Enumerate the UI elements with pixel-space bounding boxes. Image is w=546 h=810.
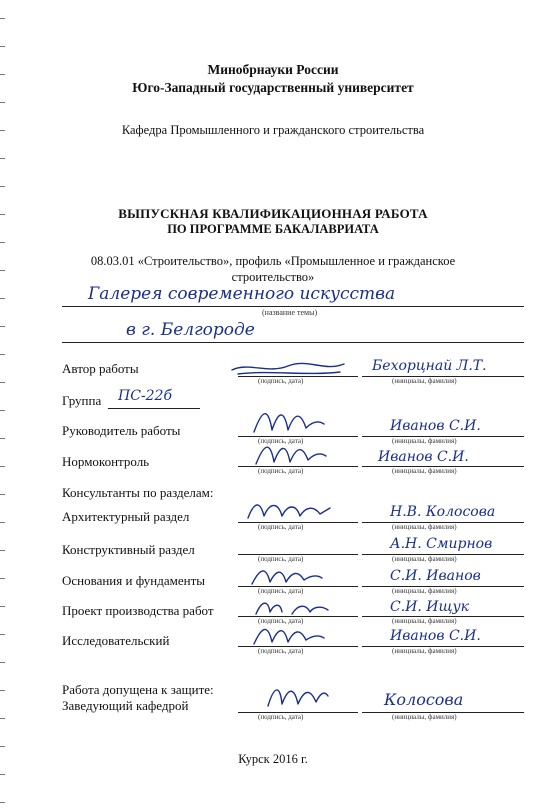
author-name-caption: (инициалы, фамилия)	[392, 377, 457, 385]
foundations-signature	[246, 562, 326, 588]
supervisor-signature	[248, 402, 328, 438]
author-label: Автор работы	[62, 361, 139, 376]
normcontrol-name: Иванов С.И.	[378, 449, 469, 465]
construction-signature-caption: (подпись, дата)	[258, 617, 304, 625]
document-title: ВЫПУСКНАЯ КВАЛИФИКАЦИОННАЯ РАБОТА	[118, 206, 428, 221]
foundations-signature-caption: (подпись, дата)	[258, 587, 304, 595]
author-name: Бехорцнай Л.Т.	[372, 358, 487, 374]
construction-label: Проект производства работ	[62, 603, 214, 618]
normcontrol-signature	[250, 436, 330, 470]
foundations-consultant-name: С.И. Иванов	[390, 568, 481, 584]
structural-name-caption: (инициалы, фамилия)	[392, 555, 457, 563]
university-name: Юго-Западный государственный университет	[132, 80, 414, 95]
architecture-name-caption: (инициалы, фамилия)	[392, 523, 457, 531]
group-label: Группа	[62, 393, 102, 408]
normcontrol-label: Нормоконтроль	[62, 454, 150, 469]
foundations-name-caption: (инициалы, фамилия)	[392, 587, 457, 595]
admission-name-caption: (инициалы, фамилия)	[392, 713, 457, 721]
specialty-line-1: 08.03.01 «Строительство», профиль «Промышленное и гражданское	[90, 254, 456, 268]
ministry-name: Минобрнауки России	[207, 62, 339, 77]
normcontrol-name-caption: (инициалы, фамилия)	[392, 467, 457, 475]
supervisor-name: Иванов С.И.	[390, 418, 481, 434]
admission-signature-caption: (подпись, дата)	[258, 713, 304, 721]
architecture-signature-caption: (подпись, дата)	[258, 523, 304, 531]
architecture-label: Архитектурный раздел	[62, 509, 190, 524]
research-signature	[248, 620, 328, 648]
supervisor-name-caption: (инициалы, фамилия)	[392, 437, 457, 445]
supervisor-signature-caption: (подпись, дата)	[258, 437, 304, 445]
research-label: Исследовательский	[62, 633, 170, 648]
structural-signature-caption: (подпись, дата)	[258, 555, 304, 563]
admission-label: Работа допущена к защите:	[62, 682, 214, 697]
structural-consultant-name: А.Н. Смирнов	[390, 536, 493, 552]
research-name-caption: (инициалы, фамилия)	[392, 647, 457, 655]
head-of-department-name: Колосова	[384, 690, 464, 709]
group-line	[108, 408, 200, 409]
binding-margin	[0, 0, 6, 810]
normcontrol-signature-caption: (подпись, дата)	[258, 467, 304, 475]
construction-consultant-name: С.И. Ищук	[390, 599, 469, 615]
topic-underline-1	[62, 306, 524, 307]
department-name: Кафедра Промышленного и гражданского строительства	[121, 123, 425, 137]
construction-name-caption: (инициалы, фамилия)	[392, 617, 457, 625]
author-signature-caption: (подпись, дата)	[258, 377, 304, 385]
architecture-consultant-name: Н.В. Колосова	[390, 504, 496, 520]
topic-underline-2	[62, 342, 524, 343]
research-signature-caption: (подпись, дата)	[258, 647, 304, 655]
topic-caption: (название темы)	[262, 308, 318, 317]
topic-handwritten-line-1: Галерея современного искусства	[88, 284, 396, 304]
head-of-department-label: Заведующий кафедрой	[62, 698, 189, 713]
group-value: ПС-22б	[118, 388, 173, 404]
research-consultant-name: Иванов С.И.	[390, 628, 481, 644]
foundations-label: Основания и фундаменты	[62, 573, 206, 588]
consultants-heading: Консультанты по разделам:	[62, 485, 214, 500]
architecture-signature	[244, 496, 334, 524]
head-of-department-signature	[262, 680, 332, 712]
city-year: Курск 2016 г.	[238, 752, 308, 766]
supervisor-label: Руководитель работы	[62, 423, 181, 438]
structural-label: Конструктивный раздел	[62, 542, 195, 557]
topic-handwritten-line-2: в г. Белгороде	[126, 320, 255, 340]
specialty-line-2: строительство»	[231, 270, 315, 284]
document-subtitle: ПО ПРОГРАММЕ БАКАЛАВРИАТА	[167, 222, 379, 236]
